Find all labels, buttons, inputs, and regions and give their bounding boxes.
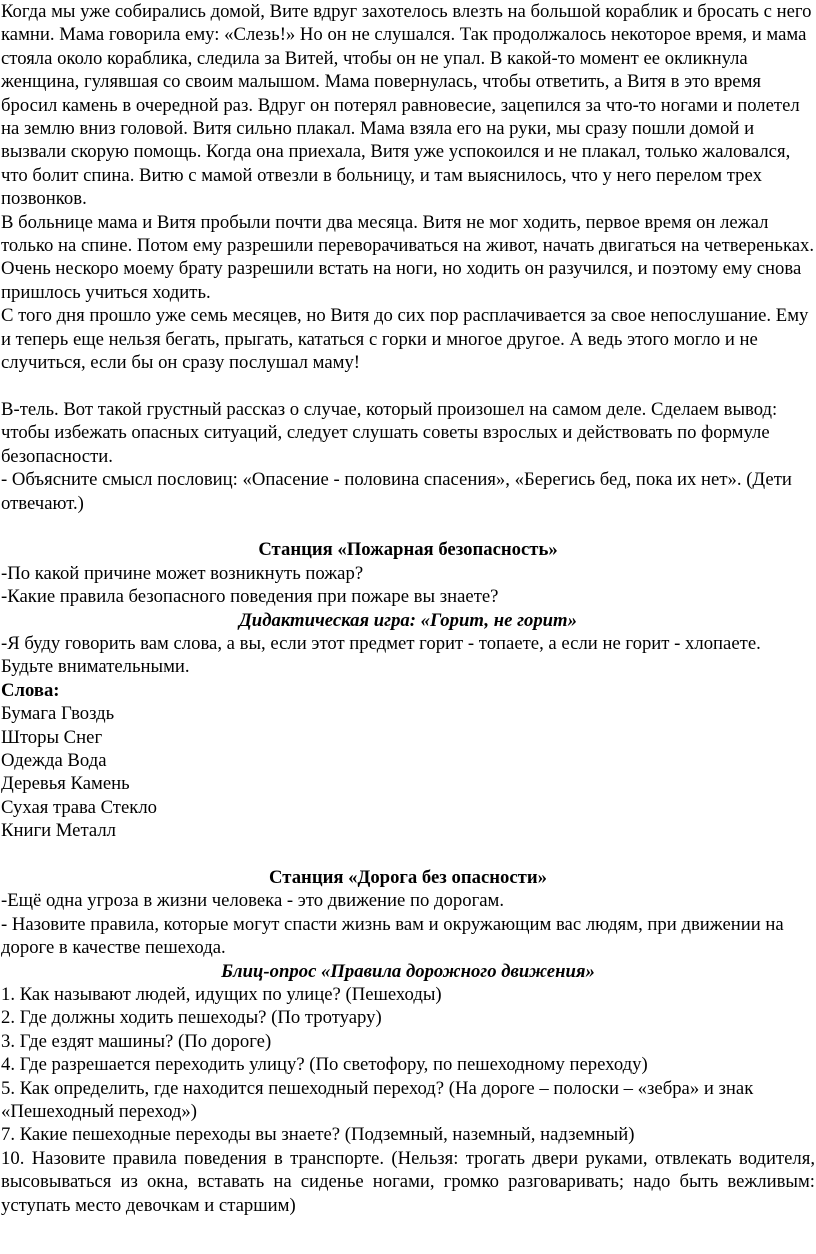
quiz-item: 4. Где разрешается переходить улицу? (По светофору, по пешеходному переходу) <box>1 1054 648 1076</box>
quiz-item: 2. Где должны ходить пешеходы? (По тротуару) <box>1 1007 382 1029</box>
spacer <box>1 843 815 866</box>
quiz-item: 5. Как определить, где находится пешеходный переход? (На дороге – полоски – «зебра» и знак «Пешеходный переход») <box>1 1077 754 1123</box>
fire-game-title: Дидактическая игра: «Горит, не горит» <box>239 609 577 631</box>
quiz-item: 10. Назовите правила поведения в транспорте. (Нельзя: трогать двери руками, отвлекать водителя, высовываться из окна, вставать на сиденье ногами, громко разговаривать; надо быть вежливым: уступать место девочкам и старшим) <box>1 1147 815 1216</box>
proverbs-question: - Объясните смысл пословиц: «Опасение - половина спасения», «Берегись бед, пока их нет». (Дети отвечают.) <box>1 469 792 514</box>
road-quiz-title: Блиц-опрос «Правила дорожного движения» <box>221 960 595 982</box>
road-intro-2: - Назовите правила, которые могут спасти жизнь вам и окружающим вас людям, при движении на дороге в качестве пешехода. <box>1 913 784 959</box>
word-pair: Шторы Снег <box>1 726 103 748</box>
word-pair: Книги Металл <box>1 820 116 842</box>
word-pair: Деревья Камень <box>1 773 130 795</box>
fire-station-title: Станция «Пожарная безопасность» <box>258 539 558 561</box>
spacer <box>1 515 815 538</box>
spacer <box>1 375 815 398</box>
road-intro-1: -Ещё одна угроза в жизни человека - это движение по дорогам. <box>1 890 505 912</box>
quiz-item: 3. Где ездят машины? (По дороге) <box>1 1030 272 1052</box>
fire-question-2: -Какие правила безопасного поведения при пожаре вы знаете? <box>1 586 499 608</box>
teacher-conclusion: В-тель. Вот такой грустный рассказ о случае, который произошел на самом деле. Сделаем вывод: чтобы избежать опасных ситуаций, следует слушать советы взрослых и действовать по формуле безопасности. <box>1 398 778 467</box>
story-paragraph-3: С того дня прошло уже семь месяцев, но Витя до сих пор расплачивается за свое непослушание. Ему и теперь еще нельзя бегать, прыгать, кататься с горки и многое другое. А ведь этого могло и не случиться, если бы он сразу послушал маму! <box>1 305 809 374</box>
story-paragraph-2: В больнице мама и Витя пробыли почти два месяца. Витя не мог ходить, первое время он лежал только на спине. Потом ему разрешили переворачиваться на живот, начать двигаться на четвереньках. Очень нескоро моему брату разрешили встать на ноги, но ходить он разучился, и поэтому ему снова пришлось учиться ходить. <box>1 211 815 303</box>
fire-game-instructions: -Я буду говорить вам слова, а вы, если этот предмет горит - топаете, а если не горит - хлопаете. Будьте внимательными. <box>1 632 761 678</box>
road-station-title: Станция «Дорога без опасности» <box>269 866 547 888</box>
word-pair: Одежда Вода <box>1 749 107 771</box>
word-pair: Бумага Гвоздь <box>1 703 115 725</box>
word-pair: Сухая трава Стекло <box>1 796 158 818</box>
quiz-item: 1. Как называют людей, идущих по улице? (Пешеходы) <box>1 984 442 1006</box>
words-label: Слова: <box>1 679 60 701</box>
quiz-item: 7. Какие пешеходные переходы вы знаете? (Подземный, наземный, надземный) <box>1 1124 635 1146</box>
story-paragraph-1: Когда мы уже собирались домой, Вите вдруг захотелось влезть на большой кораблик и бросать с него камни. Мама говорила ему: «Слезь!» Но он не слушался. Так продолжалось некоторое время, и мама стояла около кораблика, следила за Витей, чтобы он не упал. В какой-то момент ее окликнула женщина, гулявшая со своим малышом. Мама повернулась, чтобы ответить, а Витя в это время бросил камень в очередной раз. Вдруг он потерял равновесие, зацепился за что-то ногами и полетел на землю вниз головой. Витя сильно плакал. Мама взяла его на руки, мы сразу пошли домой и вызвали скорую помощь. Когда она приехала, Витя уже успокоился и не плакал, только жаловался, что болит спина. Витю с мамой отвезли в больницу, и там выяснилось, что у него перелом трех позвонков. <box>1 1 812 210</box>
fire-question-1: -По какой причине может возникнуть пожар? <box>1 562 364 584</box>
